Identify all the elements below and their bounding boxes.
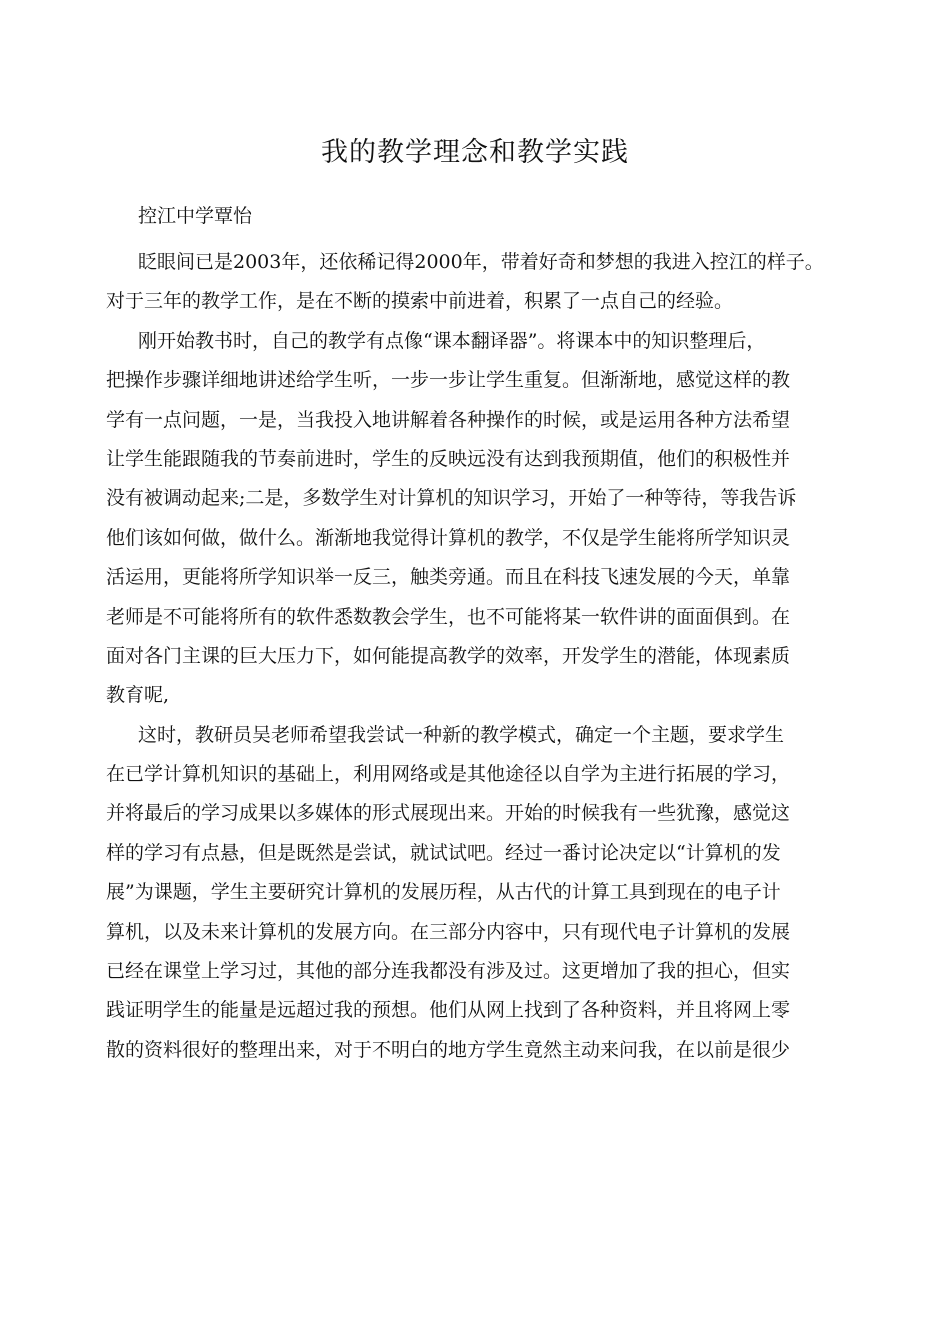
- body-line: 面对各门主课的巨大压力下，如何能提高教学的效率，开发学生的潜能，体现素质: [106, 644, 791, 667]
- body-line: 眨眼间已是2003年，还依稀记得2000年，带着好奇和梦想的我进入控江的样子。: [138, 251, 824, 273]
- body-line: 并将最后的学习成果以多媒体的形式展现出来。开始的时候我有一些犹豫，感觉这: [106, 802, 791, 825]
- document-author: 控江中学覃怡: [138, 205, 253, 227]
- document-title: 我的教学理念和教学实践: [321, 137, 629, 168]
- body-line: 学有一点问题，一是，当我投入地讲解着各种操作的时候，或是运用各种方法希望: [106, 408, 791, 431]
- body-line: 教育呢,: [106, 684, 170, 707]
- body-line: 散的资料很好的整理出来，对于不明白的地方学生竟然主动来问我，在以前是很少: [106, 1038, 791, 1061]
- body-line: 老师是不可能将所有的软件悉数教会学生，也不可能将某一软件讲的面面俱到。在: [106, 605, 791, 628]
- body-line: 活运用，更能将所学知识举一反三，触类旁通。而且在科技飞速发展的今天，单靠: [106, 566, 791, 589]
- body-line: 这时，教研员吴老师希望我尝试一种新的教学模式，确定一个主题，要求学生: [138, 723, 785, 746]
- body-line: 没有被调动起来;二是，多数学生对计算机的知识学习，开始了一种等待，等我告诉: [106, 487, 797, 510]
- body-line: 让学生能跟随我的节奏前进时，学生的反映远没有达到我预期值，他们的积极性并: [106, 447, 791, 470]
- body-line: 展”为课题，学生主要研究计算机的发展历程，从古代的计算工具到现在的电子计: [106, 881, 781, 904]
- body-line: 刚开始教书时，自己的教学有点像“课本翻译器”。将课本中的知识整理后，: [138, 329, 766, 352]
- body-line: 已经在课堂上学习过，其他的部分连我都没有涉及过。这更增加了我的担心，但实: [106, 960, 791, 983]
- body-line: 对于三年的教学工作，是在不断的摸索中前进着，积累了一点自己的经验。: [106, 290, 734, 313]
- body-line: 践证明学生的能量是远超过我的预想。他们从网上找到了各种资料，并且将网上零: [106, 999, 791, 1022]
- body-line: 算机，以及未来计算机的发展方向。在三部分内容中，只有现代电子计算机的发展: [106, 920, 791, 943]
- document-body: [106, 243, 862, 1070]
- body-line: 他们该如何做，做什么。渐渐地我觉得计算机的教学，不仅是学生能将所学知识灵: [106, 526, 791, 549]
- body-line: 在已学计算机知识的基础上，利用网络或是其他途径以自学为主进行拓展的学习，: [106, 763, 791, 786]
- body-line: 把操作步骤详细地讲述给学生听，一步一步让学生重复。但渐渐地，感觉这样的教: [106, 369, 791, 392]
- body-line: 样的学习有点悬，但是既然是尝试，就试试吧。经过一番讨论决定以“计算机的发: [106, 841, 781, 864]
